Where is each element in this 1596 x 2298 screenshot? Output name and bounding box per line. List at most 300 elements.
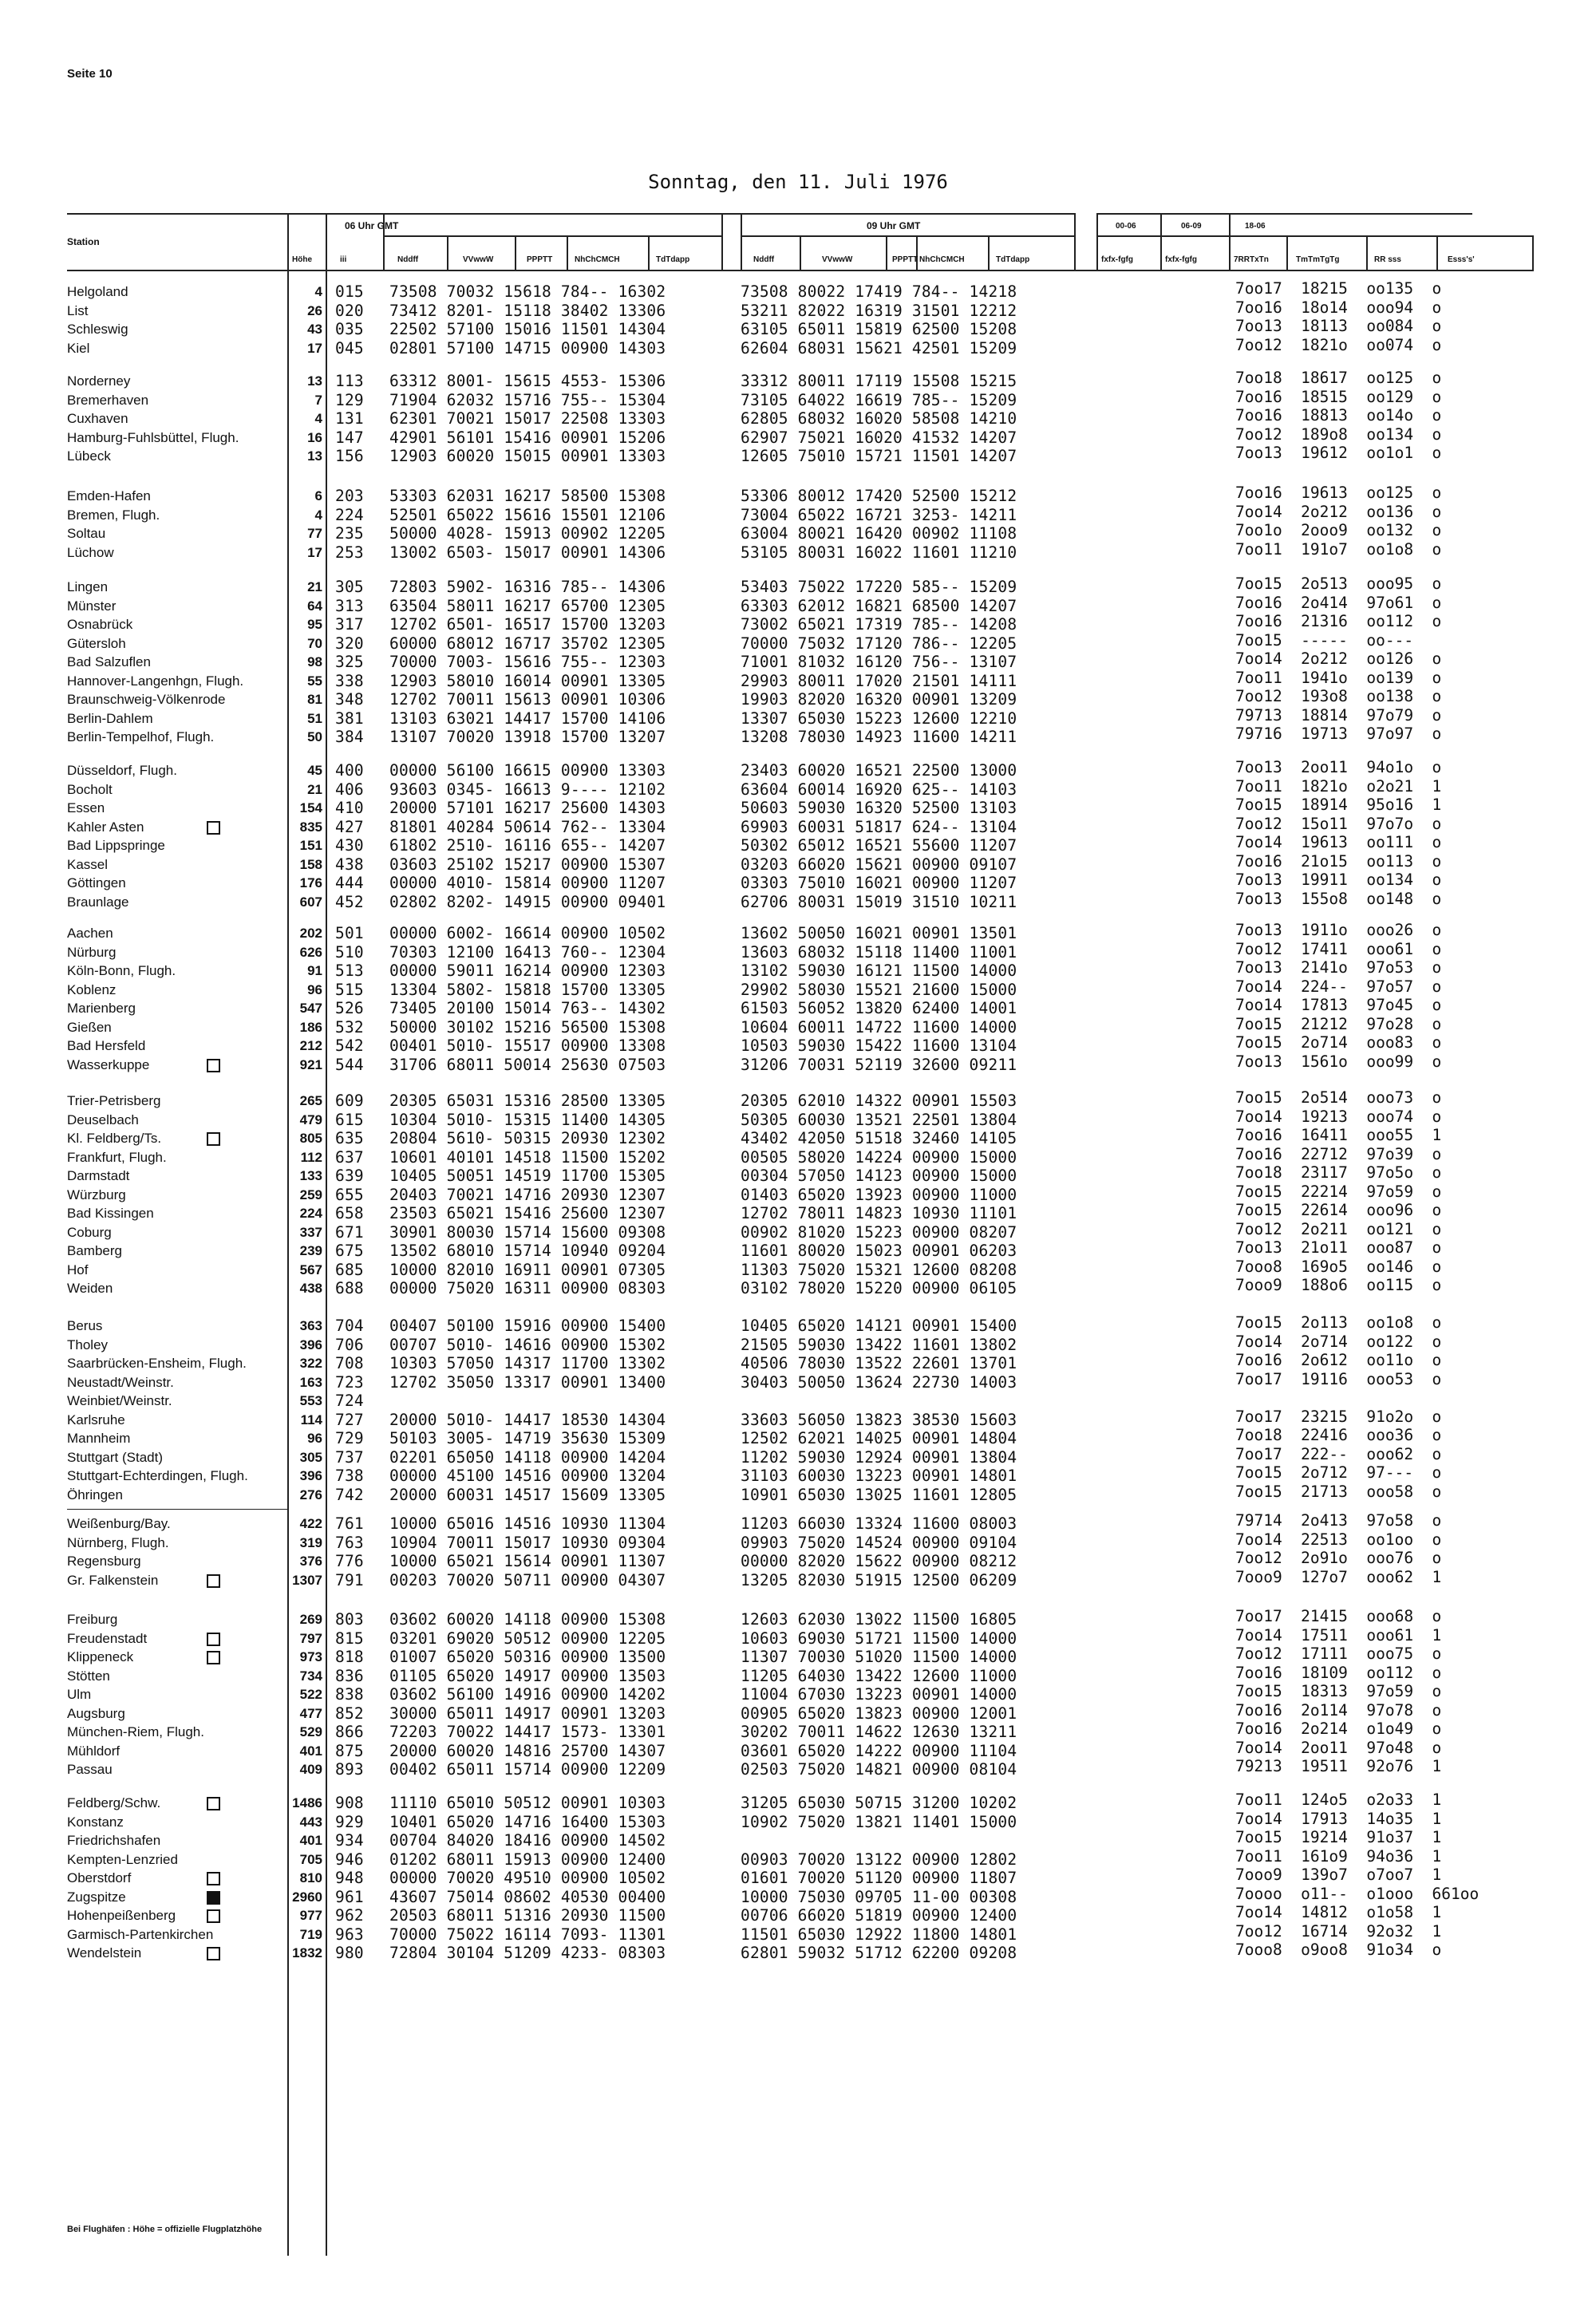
- mountain-station-marker: [207, 1651, 220, 1664]
- station-label: Frankfurt, Flugh.: [67, 1149, 167, 1165]
- station-height: 396: [299, 1337, 322, 1352]
- station-name: [67, 1631, 147, 1647]
- obs-09-gmt: 69903 60031 51817 624-- 13104: [741, 817, 1017, 836]
- station-id: 723: [335, 1372, 364, 1392]
- station-id: 427: [335, 817, 364, 836]
- obs-09-gmt: 61503 56052 13820 62400 14001: [741, 999, 1017, 1017]
- station-id: 317: [335, 615, 364, 634]
- obs-06-gmt: 00000 4010- 15814 00900 11207: [389, 874, 666, 892]
- station-name: [67, 1225, 112, 1241]
- station-name: [67, 857, 108, 873]
- station-name: [67, 617, 132, 633]
- station-height: 64: [307, 598, 322, 614]
- obs-09-gmt: 13102 59030 16121 11500 14000: [741, 961, 1017, 980]
- obs-06-gmt: 10000 82010 16911 00901 07305: [389, 1260, 666, 1279]
- obs-06-gmt: 73405 20100 15014 763-- 14302: [389, 999, 666, 1017]
- station-id: 400: [335, 761, 364, 780]
- station-id: 671: [335, 1222, 364, 1242]
- station-label: List: [67, 302, 89, 318]
- obs-06-gmt: 62301 70021 15017 22508 13303: [389, 409, 666, 428]
- obs-09-gmt: 62907 75021 16020 41532 14207: [741, 428, 1017, 447]
- obs-06-gmt: 63312 8001- 15615 4553- 15306: [389, 372, 666, 390]
- station-id: 513: [335, 961, 364, 980]
- station-height: 154: [299, 800, 322, 815]
- station-height: 70: [307, 635, 322, 651]
- obs-1806-summary: 7oo16 18109 oo112 o: [1235, 1663, 1442, 1682]
- station-name: [67, 1337, 108, 1353]
- obs-06-gmt: 13103 63021 14417 15700 14106: [389, 709, 666, 728]
- station-id: 815: [335, 1629, 364, 1648]
- station-label: Kiel: [67, 340, 90, 356]
- station-id: 615: [335, 1110, 364, 1129]
- station-label: Berlin-Dahlem: [67, 710, 153, 726]
- station-height: 114: [300, 1412, 322, 1427]
- obs-06-gmt: 20000 5010- 14417 18530 14304: [389, 1410, 666, 1429]
- station-name: [67, 1450, 163, 1466]
- mountain-station-marker: [207, 1059, 220, 1072]
- station-id: 113: [335, 372, 364, 390]
- station-id: 803: [335, 1610, 364, 1629]
- obs-06-gmt: 70303 12100 16413 760-- 12304: [389, 942, 666, 961]
- station-id: 542: [335, 1036, 364, 1055]
- obs-09-gmt: 11205 64030 13422 12600 11000: [741, 1666, 1017, 1685]
- station-name: [67, 673, 243, 689]
- station-height: 51: [307, 710, 322, 726]
- station-name: [67, 411, 128, 427]
- obs-1806-summary: 7oo16 21316 oo112 o: [1235, 612, 1442, 630]
- station-name: [67, 1908, 176, 1924]
- station-id: 637: [335, 1147, 364, 1167]
- obs-09-gmt: 53105 80031 16022 11601 11210: [741, 543, 1017, 562]
- obs-09-gmt: 00706 66020 51819 00900 12400: [741, 1906, 1017, 1925]
- station-label: Göttingen: [67, 875, 126, 890]
- obs-09-gmt: 00902 81020 15223 00900 08207: [741, 1222, 1017, 1242]
- station-id: 852: [335, 1704, 364, 1723]
- obs-06-gmt: 72803 5902- 16316 785-- 14306: [389, 578, 666, 596]
- obs-1806-summary: 7oo14 22513 oo1oo o: [1235, 1530, 1442, 1549]
- station-id: 020: [335, 301, 364, 320]
- station-name: [67, 1150, 167, 1166]
- obs-06-gmt: 20000 60031 14517 15609 13305: [389, 1485, 666, 1504]
- station-id: 203: [335, 487, 364, 505]
- station-height: 626: [299, 944, 322, 960]
- obs-09-gmt: 73002 65021 17319 785-- 14208: [741, 615, 1017, 634]
- station-height: 977: [299, 1908, 322, 1923]
- station-height: 422: [299, 1516, 322, 1531]
- obs-06-gmt: 00401 5010- 15517 00900 13308: [389, 1036, 666, 1055]
- obs-06-gmt: 22502 57100 15016 11501 14304: [389, 320, 666, 338]
- station-height: 17: [307, 340, 322, 356]
- obs-1806-summary: 7oo17 21415 ooo68 o: [1235, 1607, 1442, 1625]
- station-id: 655: [335, 1185, 364, 1204]
- obs-09-gmt: 11307 70030 51020 11500 14000: [741, 1648, 1017, 1666]
- station-name: [67, 1668, 110, 1684]
- station-name: [67, 341, 89, 357]
- station-label: Nürburg: [67, 944, 117, 960]
- station-name: [67, 1852, 178, 1868]
- station-height: 45: [307, 763, 322, 778]
- obs-06-gmt: 10303 57050 14317 11700 13302: [389, 1354, 666, 1372]
- obs-06-gmt: 23503 65021 15416 25600 12307: [389, 1204, 666, 1222]
- obs-1806-summary: 79716 19713 97o97 o: [1235, 725, 1442, 743]
- station-id: 791: [335, 1570, 364, 1589]
- obs-1806-summary: 7oo16 16411 ooo55 1: [1235, 1126, 1442, 1144]
- station-label: Kassel: [67, 856, 109, 872]
- station-name: [67, 1687, 91, 1703]
- station-height: 259: [299, 1187, 322, 1202]
- obs-09-gmt: 01403 65020 13923 00900 11000: [741, 1185, 1017, 1204]
- station-id: 015: [335, 282, 364, 301]
- station-label: Norderney: [67, 373, 131, 389]
- obs-09-gmt: 12702 78011 14823 10930 11101: [741, 1204, 1017, 1222]
- station-name: [67, 1516, 171, 1532]
- obs-06-gmt: 10904 70011 15017 10930 09304: [389, 1533, 666, 1552]
- obs-09-gmt: 02503 75020 14821 00900 08104: [741, 1760, 1017, 1779]
- station-id: 235: [335, 524, 364, 543]
- station-height: 151: [299, 838, 322, 853]
- obs-09-gmt: 53403 75022 17220 585-- 15209: [741, 578, 1017, 596]
- station-name: [67, 1724, 204, 1740]
- obs-09-gmt: 13307 65030 15223 12600 12210: [741, 709, 1017, 728]
- station-label: Lübeck: [67, 448, 111, 464]
- station-height: 13: [307, 448, 322, 464]
- station-id: 430: [335, 836, 364, 855]
- station-height: 7: [314, 392, 322, 408]
- obs-06-gmt: 00000 45100 14516 00900 13204: [389, 1467, 666, 1485]
- obs-1806-summary: 7oo14 19213 ooo74 o: [1235, 1107, 1442, 1126]
- station-height: 337: [299, 1224, 322, 1240]
- obs-1806-summary: 7oo16 22712 97o39 o: [1235, 1144, 1442, 1163]
- obs-1806-summary: 7oo15 22614 ooo96 o: [1235, 1201, 1442, 1219]
- station-height: 21: [307, 579, 322, 594]
- station-name: [67, 1020, 112, 1036]
- station-id: 704: [335, 1317, 364, 1335]
- station-name: [67, 303, 88, 319]
- station-label: Passau: [67, 1762, 113, 1777]
- station-name: [67, 545, 114, 561]
- station-id: 381: [335, 709, 364, 728]
- obs-09-gmt: 63303 62012 16821 68500 14207: [741, 596, 1017, 615]
- obs-06-gmt: 72203 70022 14417 1573- 13301: [389, 1723, 666, 1741]
- station-height: 158: [299, 856, 322, 872]
- obs-1806-summary: 7oo15 2o513 ooo95 o: [1235, 574, 1442, 593]
- obs-06-gmt: 00000 70020 49510 00900 10502: [389, 1869, 666, 1887]
- obs-09-gmt: 00505 58020 14224 00900 15000: [741, 1147, 1017, 1167]
- station-name: [67, 1487, 123, 1503]
- station-height: 186: [299, 1019, 322, 1035]
- station-height: 4: [314, 411, 322, 426]
- station-height: 363: [299, 1318, 322, 1333]
- station-label: Hamburg-Fuhlsbüttel, Flugh.: [67, 429, 239, 445]
- obs-1806-summary: 79213 19511 92o76 1: [1235, 1757, 1442, 1775]
- station-label: Marienberg: [67, 1001, 136, 1016]
- station-label: Weinbiet/Weinstr.: [67, 1393, 172, 1408]
- station-height: 163: [299, 1374, 322, 1390]
- station-label: Garmisch-Partenkirchen: [67, 1926, 214, 1942]
- station-label: Hannover-Langenhgn, Flugh.: [67, 673, 244, 689]
- station-id: 961: [335, 1887, 364, 1906]
- obs-1806-summary: 7oo16 18515 oo129 o: [1235, 387, 1442, 406]
- station-height: 77: [307, 526, 322, 541]
- page-number: Seite 10: [67, 67, 113, 81]
- station-name: [67, 763, 177, 779]
- obs-06-gmt: 71904 62032 15716 755-- 15304: [389, 390, 666, 409]
- station-id: 129: [335, 390, 364, 409]
- obs-1806-summary: 7oooo o11-- o1ooo 661oo: [1235, 1884, 1479, 1903]
- station-height: 98: [307, 654, 322, 669]
- station-label: Cuxhaven: [67, 411, 128, 426]
- obs-09-gmt: 10902 75020 13821 11401 15000: [741, 1812, 1017, 1831]
- obs-06-gmt: 70000 75022 16114 7093- 11301: [389, 1925, 666, 1944]
- station-label: Gießen: [67, 1019, 112, 1035]
- obs-09-gmt: 10901 65030 13025 11601 12805: [741, 1485, 1017, 1504]
- station-id: 934: [335, 1831, 364, 1850]
- obs-06-gmt: 00000 59011 16214 00900 12303: [389, 961, 666, 980]
- station-name: [67, 1393, 172, 1409]
- station-label: Berus: [67, 1318, 103, 1333]
- obs-06-gmt: 70000 7003- 15616 755-- 12303: [389, 653, 666, 671]
- station-name: [67, 1375, 174, 1391]
- obs-1806-summary: 7oo12 2o211 oo121 o: [1235, 1219, 1442, 1238]
- obs-1806-summary: 7oo17 19116 ooo53 o: [1235, 1369, 1442, 1388]
- obs-06-gmt: 20000 60020 14816 25700 14307: [389, 1741, 666, 1760]
- station-height: 553: [299, 1393, 322, 1408]
- obs-1806-summary: 7oo12 189o8 oo134 o: [1235, 424, 1442, 444]
- station-label: Weißenburg/Bay.: [67, 1516, 171, 1531]
- obs-09-gmt: 00304 57050 14123 00900 15000: [741, 1167, 1017, 1185]
- obs-06-gmt: 03602 56100 14916 00900 14202: [389, 1685, 666, 1704]
- station-height: 96: [307, 981, 322, 997]
- header-1806: 18-06: [1245, 222, 1266, 231]
- obs-09-gmt: 30202 70011 14622 12630 13211: [741, 1723, 1017, 1741]
- station-height: 43: [307, 322, 322, 337]
- station-height: 797: [299, 1630, 322, 1646]
- obs-1806-summary: 7oo12 17111 ooo75 o: [1235, 1645, 1442, 1663]
- station-height: 522: [299, 1687, 322, 1702]
- station-id: 532: [335, 1017, 364, 1036]
- station-name: [67, 373, 130, 389]
- station-name: [67, 448, 111, 464]
- station-label: Bad Salzuflen: [67, 654, 151, 669]
- station-label: Tholey: [67, 1337, 109, 1352]
- station-height: 973: [299, 1649, 322, 1664]
- col-line-09-end: [1074, 213, 1076, 270]
- station-id: 761: [335, 1514, 364, 1533]
- station-label: Bremen, Flugh.: [67, 507, 160, 523]
- station-height: 547: [299, 1001, 322, 1016]
- obs-06-gmt: 50000 30102 15216 56500 15308: [389, 1017, 666, 1036]
- station-height: 50: [307, 729, 322, 744]
- station-height: 719: [299, 1926, 322, 1942]
- station-height: 305: [299, 1449, 322, 1465]
- obs-1806-summary: 7oo13 19612 oo1o1 o: [1235, 444, 1442, 462]
- sub-sep: [648, 235, 650, 270]
- obs-06-gmt: 20000 57101 16217 25600 14303: [389, 799, 666, 817]
- station-id: 544: [335, 1055, 364, 1074]
- station-id: 685: [335, 1260, 364, 1279]
- station-name: [67, 1057, 149, 1073]
- obs-09-gmt: 13603 68032 15118 11400 11001: [741, 942, 1017, 961]
- obs-1806-summary: 7oo12 2o91o ooo76 o: [1235, 1549, 1442, 1567]
- mountain-station-marker: [207, 1633, 220, 1646]
- obs-09-gmt: 11501 65030 12922 11800 14801: [741, 1925, 1017, 1944]
- obs-09-gmt: 00903 70020 13122 00900 12802: [741, 1850, 1017, 1869]
- obs-09-gmt: 29902 58030 15521 21600 15000: [741, 980, 1017, 999]
- r-esss: Esss's': [1448, 255, 1475, 264]
- station-label: Hof: [67, 1262, 89, 1277]
- obs-1806-summary: 7oo18 23117 97o5o o: [1235, 1163, 1442, 1182]
- header-06: 06 Uhr GMT: [345, 220, 399, 231]
- station-name: [67, 982, 116, 998]
- station-name: [67, 1318, 102, 1334]
- r-fxfx-2: fxfx-fgfg: [1165, 255, 1197, 264]
- col-line-r2: [1229, 213, 1231, 270]
- col-line-r4: [1366, 235, 1368, 270]
- obs-06-gmt: 73412 8201- 15118 38402 13306: [389, 301, 666, 320]
- obs-06-gmt: 02801 57100 14715 00900 14303: [389, 338, 666, 357]
- station-height: 805: [299, 1131, 322, 1146]
- mountain-station-marker: [207, 821, 220, 835]
- obs-06-gmt: 10405 50051 14519 11700 15305: [389, 1167, 666, 1185]
- station-header: Station: [67, 236, 100, 247]
- obs-09-gmt: 29903 80011 17020 21501 14111: [741, 671, 1017, 690]
- station-id: 980: [335, 1944, 364, 1962]
- obs-1806-summary: 7oo14 224-- 97o57 o: [1235, 977, 1442, 996]
- obs-09-gmt: 12603 62030 13022 11500 16805: [741, 1610, 1017, 1629]
- station-height: 81: [307, 692, 322, 707]
- obs-06-gmt: 61802 2510- 16116 655-- 14207: [389, 836, 666, 855]
- station-label: Kl. Feldberg/Ts.: [67, 1131, 162, 1146]
- hoehe-header: Höhe: [292, 255, 312, 264]
- station-name: [67, 1706, 125, 1722]
- obs-06-gmt: 20403 70021 14716 20930 12307: [389, 1185, 666, 1204]
- obs-06-gmt: 10601 40101 14518 11500 15202: [389, 1147, 666, 1167]
- obs-09-gmt: 12502 62021 14025 00901 14804: [741, 1429, 1017, 1447]
- col-line-r6: [1532, 235, 1534, 270]
- station-height: 443: [299, 1814, 322, 1830]
- station-id: 706: [335, 1335, 364, 1354]
- station-id: 406: [335, 780, 364, 799]
- header-09: 09 Uhr GMT: [867, 220, 921, 231]
- station-label: Regensburg: [67, 1554, 141, 1569]
- station-name: [67, 782, 113, 798]
- station-id: 131: [335, 409, 364, 428]
- station-height: 401: [299, 1743, 322, 1759]
- col-line-r0: [1096, 213, 1098, 270]
- station-label: Neustadt/Weinstr.: [67, 1374, 174, 1390]
- station-label: Öhringen: [67, 1487, 123, 1502]
- station-id: 384: [335, 728, 364, 746]
- obs-09-gmt: 10405 65020 14121 00901 15400: [741, 1317, 1017, 1335]
- obs-09-gmt: 13602 50050 16021 00901 13501: [741, 924, 1017, 942]
- station-id: 738: [335, 1467, 364, 1485]
- obs-09-gmt: 53211 82022 16319 31501 12212: [741, 301, 1017, 320]
- obs-06-gmt: 10401 65020 14716 16400 15303: [389, 1812, 666, 1831]
- station-height: 438: [299, 1281, 322, 1296]
- station-label: Coburg: [67, 1224, 112, 1240]
- obs-09-gmt: 71001 81032 16120 756-- 13107: [741, 653, 1017, 671]
- obs-1806-summary: 7oo12 193o8 oo138 o: [1235, 687, 1442, 705]
- obs-06-gmt: 73508 70032 15618 784-- 16302: [389, 282, 666, 301]
- station-height: 319: [299, 1534, 322, 1550]
- station-id: 515: [335, 980, 364, 999]
- obs-09-gmt: 21505 59030 13422 11601 13802: [741, 1335, 1017, 1354]
- obs-06-gmt: 00402 65011 15714 00900 12209: [389, 1760, 666, 1779]
- station-name: [67, 393, 148, 409]
- station-id: 866: [335, 1723, 364, 1741]
- page-title: Sonntag, den 11. Juli 1976: [648, 171, 948, 193]
- obs-1806-summary: 7oo14 17813 97o45 o: [1235, 996, 1442, 1014]
- obs-1806-summary: 7oo16 18o14 ooo94 o: [1235, 298, 1442, 317]
- obs-1806-summary: 7oo14 2oo11 97o48 o: [1235, 1738, 1442, 1757]
- obs-1806-summary: 7oo11 124o5 o2o33 1: [1235, 1791, 1442, 1809]
- obs-06-gmt: 00203 70020 50711 00900 04307: [389, 1570, 666, 1589]
- station-height: 401: [299, 1833, 322, 1848]
- c06-ppptt: PPPTT: [527, 255, 553, 264]
- sub-sep: [886, 235, 887, 270]
- obs-1806-summary: 79713 18814 97o79 o: [1235, 705, 1442, 725]
- station-height: 95: [307, 617, 322, 632]
- obs-1806-summary: 7oo13 18113 oo084 o: [1235, 317, 1442, 335]
- obs-1806-summary: 7oo15 21212 97o28 o: [1235, 1014, 1442, 1033]
- station-id: 875: [335, 1741, 364, 1760]
- obs-1806-summary: 7oo14 2o212 oo136 o: [1235, 502, 1442, 521]
- station-label: Essen: [67, 800, 105, 815]
- station-label: Augsburg: [67, 1705, 125, 1721]
- obs-09-gmt: 10000 75030 09705 11-00 00308: [741, 1887, 1017, 1906]
- station-name: [67, 1131, 161, 1147]
- obs-1806-summary: 7oo15 22214 97o59 o: [1235, 1182, 1442, 1201]
- station-label: München-Riem, Flugh.: [67, 1724, 204, 1739]
- col-line-r5: [1436, 235, 1438, 270]
- obs-09-gmt: 63604 60014 16920 625-- 14103: [741, 780, 1017, 799]
- col-line-06-end: [721, 213, 723, 270]
- station-id: 948: [335, 1869, 364, 1887]
- sub-sep: [567, 235, 568, 270]
- obs-09-gmt: 11004 67030 13223 00901 14000: [741, 1685, 1017, 1704]
- station-id: 609: [335, 1092, 364, 1110]
- station-label: Mühldorf: [67, 1743, 120, 1759]
- station-label: Trier-Petrisberg: [67, 1093, 161, 1108]
- obs-06-gmt: 20305 65031 15316 28500 13305: [389, 1092, 666, 1110]
- station-name: [67, 1093, 160, 1109]
- obs-09-gmt: 31206 70031 52119 32600 09211: [741, 1055, 1017, 1074]
- station-label: Bamberg: [67, 1243, 122, 1258]
- obs-1806-summary: 7oo13 2oo11 94o1o o: [1235, 758, 1442, 776]
- station-id: 510: [335, 942, 364, 961]
- obs-06-gmt: 13107 70020 13918 15700 13207: [389, 728, 666, 746]
- station-height: 265: [299, 1093, 322, 1108]
- station-name: [67, 1945, 141, 1961]
- station-name: [67, 1814, 124, 1830]
- mountain-station-marker: [207, 1132, 220, 1146]
- header-0609: 06-09: [1181, 222, 1202, 231]
- station-height: 239: [299, 1243, 322, 1258]
- station-label: Kahler Asten: [67, 819, 144, 835]
- obs-06-gmt: 03201 69020 50512 00900 12205: [389, 1629, 666, 1648]
- obs-06-gmt: 01202 68011 15913 00900 12400: [389, 1850, 666, 1869]
- station-label: Saarbrücken-Ensheim, Flugh.: [67, 1356, 247, 1371]
- mountain-station-marker: [207, 1909, 220, 1923]
- sub-sep: [988, 235, 990, 270]
- obs-06-gmt: 10000 65021 15614 00901 11307: [389, 1552, 666, 1570]
- station-label: Gütersloh: [67, 635, 126, 651]
- obs-1806-summary: 7oo14 2o212 oo126 o: [1235, 650, 1442, 668]
- station-name: [67, 430, 239, 446]
- obs-1806-summary: 7ooo8 o9oo8 91o34 o: [1235, 1941, 1442, 1959]
- station-label: Feldberg/Schw.: [67, 1795, 161, 1810]
- obs-06-gmt: 52501 65022 15616 15501 12106: [389, 505, 666, 524]
